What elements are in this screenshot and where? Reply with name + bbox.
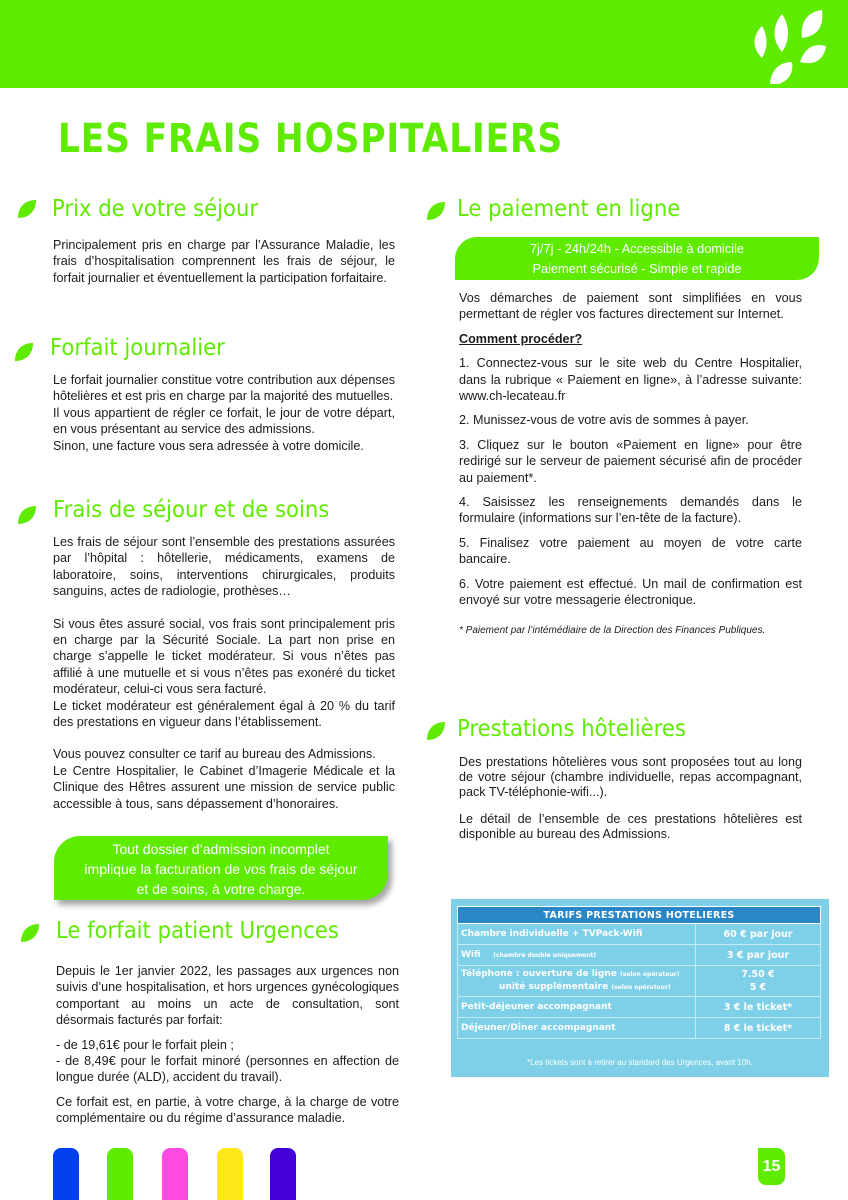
- urgences-paragraph-2: Ce forfait est, en partie, à votre charge, à la charge de votre complémentaire ou du régime d’assurance maladie.: [56, 1094, 399, 1126]
- callout-line: Tout dossier d’admission incomplet: [112, 841, 330, 857]
- color-tab-blue: [53, 1148, 79, 1200]
- step-3: 3. Cliquez sur le bouton «Paiement en ligne» pour être redirigé sur le serveur de paiement sécurisé afin de procéder au paiement*.: [459, 437, 802, 485]
- row-price: 3 € par jour: [696, 945, 821, 966]
- section-title-forfait: Forfait journalier: [50, 335, 225, 361]
- row-price: 7.50 € 5 €: [696, 966, 821, 997]
- step-6: 6. Votre paiement est effectué. Un mail de confirmation est envoyé sur votre messagerie électronique.: [459, 576, 802, 608]
- section-title-paiement: Le paiement en ligne: [457, 196, 681, 222]
- urgences-paragraph-1: Depuis le 1er janvier 2022, les passages aux urgences non suivis d’une hospitalisation, et hors urgences gynécologiques comportant au moins un acte de consultation, sont désormais facturés par forfait:: [56, 964, 399, 1028]
- row-label: Chambre individuelle + TVPack-Wifi: [458, 924, 696, 945]
- tarifs-note: *Les tickets sont à retirer au standard des Urgences, avant 10h.: [527, 1058, 753, 1067]
- leaf-icon: [16, 504, 38, 526]
- forfait-text: [53, 372, 395, 454]
- section-title-prix: Prix de votre séjour: [52, 196, 259, 222]
- table-row: [458, 1018, 821, 1039]
- leaf-icon: [425, 200, 447, 222]
- row-price: 8 € le ticket*: [696, 1018, 821, 1039]
- forfait-paragraph-1: Le forfait journalier constitue votre contribution aux dépenses hôtelières et est pris en charge par la majorité des mutuelles.: [53, 373, 395, 404]
- row-price: 60 € par jour: [696, 924, 821, 945]
- prestations-paragraph-1: Des prestations hôtelières vous sont proposées tout au long de votre séjour (chambre individuelle, repas accompagnant, pack TV-téléphonie-wifi...).: [459, 755, 802, 799]
- color-tab-green: [107, 1148, 133, 1200]
- leaves-logo-icon: [748, 6, 830, 84]
- callout-line: et de soins, à votre charge.: [136, 881, 306, 897]
- how-heading: Comment procéder?: [459, 331, 583, 346]
- banner-line: 7j/7j - 24h/24h - Accessible à domicile: [529, 241, 745, 256]
- row-label: Téléphone : ouverture de ligne (selon opérateur) unité supplémentaire (selon opérateur): [458, 966, 696, 997]
- callout-line: implique la facturation de vos frais de séjour: [84, 861, 358, 877]
- table-row: [458, 945, 821, 966]
- leaf-icon: [425, 720, 447, 742]
- frais-paragraph-5: Le Centre Hospitalier, le Cabinet d’Imagerie Médicale et la Clinique des Hêtres assurent une mission de service public accessible à tous, sans dépassement d’honoraires.: [53, 763, 395, 811]
- paiement-text: [459, 290, 802, 647]
- urgences-bullet-2: - de 8,49€ pour le forfait minoré (personnes en affection de longue durée (ALD), accident du travail).: [56, 1054, 399, 1085]
- leaf-icon: [16, 198, 38, 220]
- step-5: 5. Finalisez votre paiement au moyen de votre carte bancaire.: [459, 535, 802, 567]
- page-number: 15: [758, 1148, 785, 1185]
- step-1: 1. Connectez-vous sur le site web du Centre Hospitalier, dans la rubrique « Paiement en ligne», à l’adresse suivante: www.ch-lecateau.fr: [459, 356, 802, 404]
- frais-paragraph-4: Vous pouvez consulter ce tarif au bureau des Admissions.: [53, 747, 376, 762]
- urgences-bullet-1: - de 19,61€ pour le forfait plein ;: [56, 1037, 234, 1052]
- frais-paragraph-2: Si vous êtes assuré social, vos frais sont principalement pris en charge par la Sécurité Sociale. La part non prise en charge s’appelle le ticket modérateur. Si vous n’êtes pas affilié à une mutuelle et si vous n’êtes pas exonéré du ticket modérateur, celui-ci vous sera facturé.: [53, 616, 395, 697]
- table-row: [458, 997, 821, 1018]
- row-label: Petit-déjeuner accompagnant: [458, 997, 696, 1018]
- prix-paragraph: Principalement pris en charge par l’Assurance Maladie, les frais d’hospitalisation comprennent les frais de séjour, le forfait journalier et éventuellement la participation forfaitaire.: [53, 238, 395, 285]
- prestations-paragraph-2: Le détail de l’ensemble de ces prestations hôtelières est disponible au bureau des Admissions.: [459, 812, 802, 841]
- paiement-intro: Vos démarches de paiement sont simplifiées en vous permettant de régler vos factures directement sur Internet.: [459, 291, 802, 322]
- table-row: [458, 924, 821, 945]
- section-title-frais: Frais de séjour et de soins: [53, 497, 330, 523]
- step-2: 2. Munissez-vous de votre avis de sommes à payer.: [459, 413, 749, 428]
- leaf-icon: [19, 922, 41, 944]
- color-tab-purple: [270, 1148, 296, 1200]
- color-tab-yellow: [217, 1148, 243, 1200]
- header-bar: [0, 0, 848, 88]
- row-label: Wifi (chambre double uniquement): [458, 945, 696, 966]
- table-row: [458, 966, 821, 997]
- section-title-urgences: Le forfait patient Urgences: [56, 918, 339, 944]
- banner-line: Paiement sécurisé - Simple et rapide: [532, 261, 742, 276]
- paiement-banner: [455, 237, 819, 280]
- frais-paragraph-3: Le ticket modérateur est généralement égal à 20 % du tarif des prestations en vigueur dans l’établissement.: [53, 698, 395, 730]
- frais-text: [53, 534, 395, 812]
- tarifs-header: TARIFS PRESTATIONS HOTELIERES: [458, 907, 821, 924]
- page-title: LES FRAIS HOSPITALIERS: [58, 116, 563, 162]
- section-title-prestations: Prestations hôtelières: [457, 716, 686, 742]
- paiement-footnote: * Paiement par l’intémédiaire de la Direction des Finances Publiques.: [459, 624, 766, 636]
- prix-text: [53, 237, 395, 294]
- prestations-text: [459, 755, 802, 850]
- urgences-text: [56, 963, 399, 1127]
- forfait-paragraph-3: Sinon, une facture vous sera adressée à votre domicile.: [53, 438, 364, 453]
- leaf-icon: [13, 341, 35, 363]
- frais-paragraph-1: Les frais de séjour sont l’ensemble des prestations assurées par l’hôpital : hôtellerie, médicaments, examens de laboratoire, soins, interventions chirurgicales, produits sanguins, actes de radiologie, prothèses…: [53, 535, 395, 599]
- callout-incomplete-dossier: [54, 836, 388, 900]
- row-price: 3 € le ticket*: [696, 997, 821, 1018]
- forfait-paragraph-2: Il vous appartient de régler ce forfait, le jour de votre départ, en vous présentant au service des admissions.: [53, 405, 395, 437]
- row-label: Déjeuner/Dîner accompagnant: [458, 1018, 696, 1039]
- tarifs-table: [457, 906, 821, 1039]
- color-tab-pink: [162, 1148, 188, 1200]
- step-4: 4. Saisissez les renseignements demandés dans le formulaire (informations sur l’en-tête de la facture).: [459, 495, 802, 526]
